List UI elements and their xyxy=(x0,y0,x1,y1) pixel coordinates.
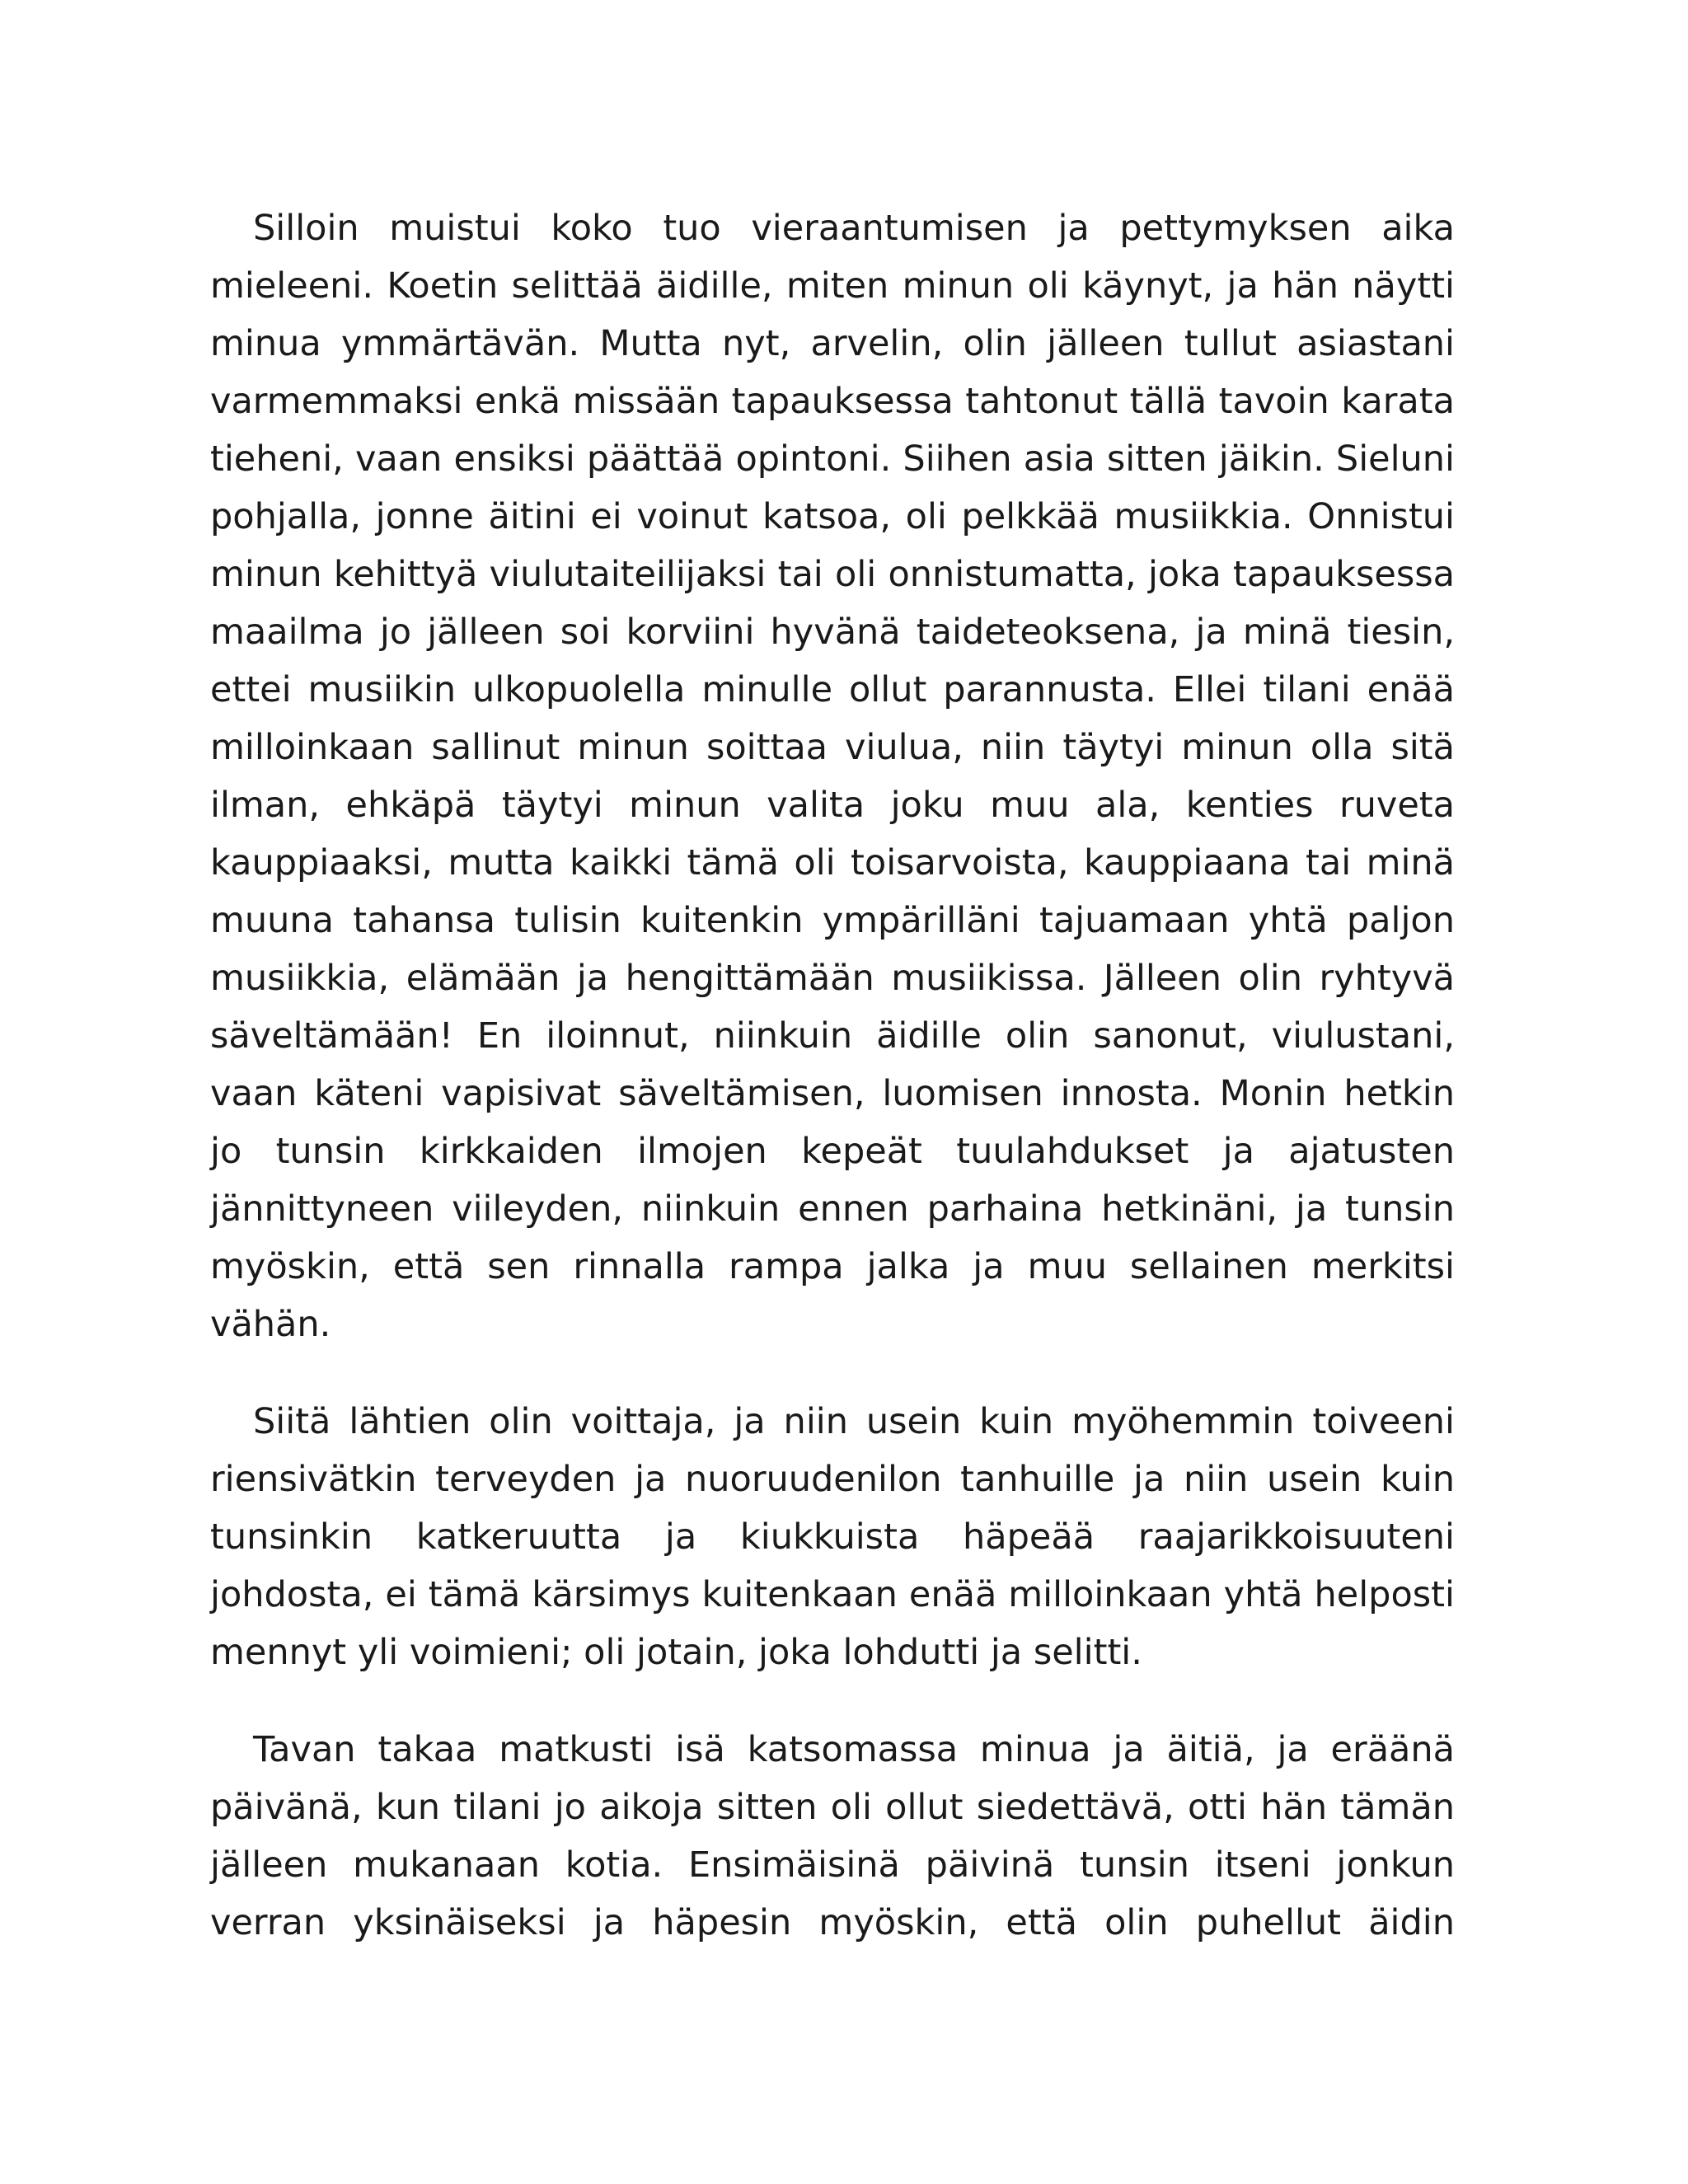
paragraph-1: Silloin muistui koko tuo vieraantumisen ja pettymyksen aika mieleeni. Koetin selittää äidille, miten minun oli käynyt, ja hän näytti minua ymmärtävän. Mutta nyt, arvelin, olin jälleen tullut asiastani varmemmaksi enkä missään tapauksessa tahtonut tällä tavoin karata tieheni, vaan ensiksi päättää opintoni. Siihen asia sitten jäikin. Sieluni pohjalla, jonne äitini ei voinut katsoa, oli pelkkää musiikkia. Onnistui minun kehittyä viulutaiteilijaksi tai oli onnistumatta, joka tapauksessa maailma jo jälleen soi korviini hyvänä taideteoksena, ja minä tiesin, ettei musiikin ulkopuolella minulle ollut parannusta. Ellei tilani enää milloinkaan sallinut minun soittaa viulua, niin täytyi minun olla sitä ilman, ehkäpä täytyi minun valita joku muu ala, kenties ruveta kauppiaaksi, mutta kaikki tämä oli toisarvoista, kauppiaana tai minä muuna tahansa tulisin kuitenkin ympärilläni tajuamaan yhtä paljon musiikkia, elämään ja hengittämään musiikissa. Jälleen olin ryhtyvä säveltämään! En iloinnut, niinkuin äidille olin sanonut, viulustani, vaan käteni vapisivat säveltämisen, luomisen innosta. Monin hetkin jo tunsin kirkkaiden ilmojen kepeät tuulahdukset ja ajatusten jännittyneen viileyden, niinkuin ennen parhaina hetkinäni, ja tunsin myöskin, että sen rinnalla rampa jalka ja muu sellainen merkitsi vähän. xyxy=(210,208,1455,1345)
text-column xyxy=(210,199,1455,1952)
paragraph-3: Tavan takaa matkusti isä katsomassa minua ja äitiä, ja eräänä päivänä, kun tilani jo aikoja sitten oli ollut siedettävä, otti hän tämän jälleen mukanaan kotia. Ensimäisinä päivinä tunsin itseni jonkun verran yksinäiseksi ja häpesin myöskin, että olin puhellut äidin xyxy=(210,1729,1455,1943)
paragraph-2: Siitä lähtien olin voittaja, ja niin usein kuin myöhemmin toiveeni riensivätkin terveyden ja nuoruudenilon tanhuille ja niin usein kuin tunsinkin katkeruutta ja kiukkuista häpeää raajarikkoisuuteni johdosta, ei tämä kärsimys kuitenkaan enää milloinkaan yhtä helposti mennyt yli voimieni; oli jotain, joka lohdutti ja selitti. xyxy=(210,1401,1455,1673)
